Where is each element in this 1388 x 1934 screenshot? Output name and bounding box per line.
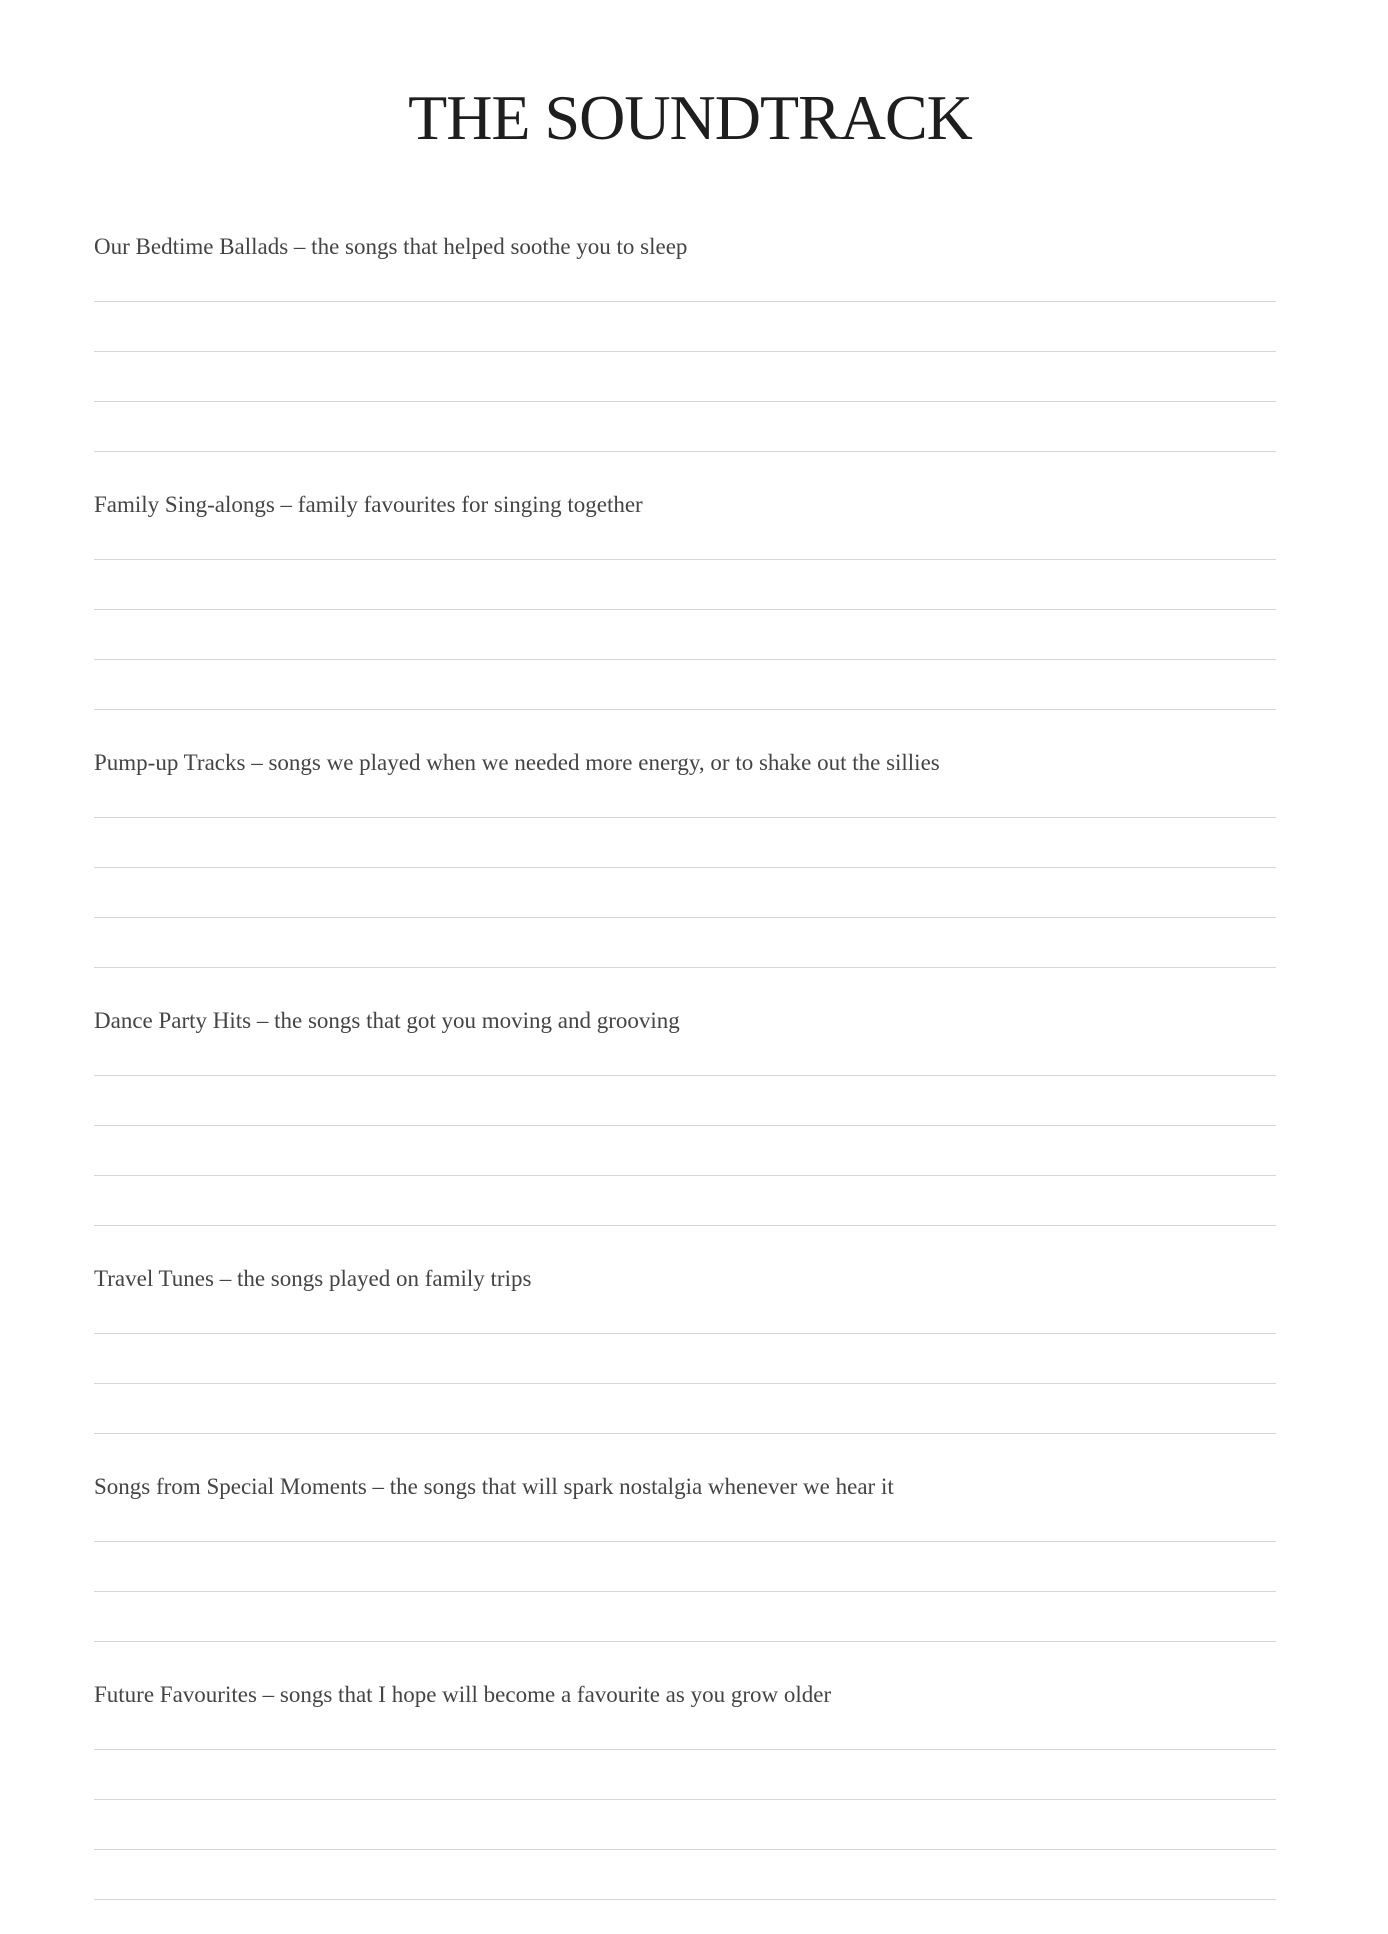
section-heading: Dance Party Hits – the songs that got you moving and grooving — [94, 1008, 680, 1033]
section-heading: Pump-up Tracks – songs we played when we needed more energy, or to shake out the sillies — [94, 750, 940, 775]
write-in-line[interactable] — [94, 1225, 1276, 1226]
write-in-line[interactable] — [94, 301, 1276, 302]
write-in-line[interactable] — [94, 1641, 1276, 1642]
write-in-line[interactable] — [94, 1749, 1276, 1750]
write-in-line[interactable] — [94, 967, 1276, 968]
page-title: THE SOUNDTRACK — [408, 82, 972, 153]
section-heading: Our Bedtime Ballads – the songs that helped soothe you to sleep — [94, 234, 688, 259]
write-in-line[interactable] — [94, 351, 1276, 352]
write-in-line[interactable] — [94, 1175, 1276, 1176]
section-heading: Family Sing-alongs – family favourites for singing together — [94, 492, 643, 517]
write-in-line[interactable] — [94, 1333, 1276, 1334]
write-in-line[interactable] — [94, 1899, 1276, 1900]
write-in-line[interactable] — [94, 1125, 1276, 1126]
section-heading: Travel Tunes – the songs played on family trips — [94, 1266, 532, 1291]
write-in-line[interactable] — [94, 867, 1276, 868]
write-in-line[interactable] — [94, 559, 1276, 560]
write-in-line[interactable] — [94, 401, 1276, 402]
write-in-line[interactable] — [94, 917, 1276, 918]
write-in-line[interactable] — [94, 1541, 1276, 1542]
write-in-line[interactable] — [94, 609, 1276, 610]
section-heading: Songs from Special Moments – the songs that will spark nostalgia whenever we hear it — [94, 1474, 894, 1499]
write-in-line[interactable] — [94, 1799, 1276, 1800]
write-in-line[interactable] — [94, 451, 1276, 452]
write-in-line[interactable] — [94, 1075, 1276, 1076]
write-in-line[interactable] — [94, 709, 1276, 710]
write-in-line[interactable] — [94, 1433, 1276, 1434]
write-in-line[interactable] — [94, 1383, 1276, 1384]
write-in-line[interactable] — [94, 659, 1276, 660]
section-heading: Future Favourites – songs that I hope will become a favourite as you grow older — [94, 1682, 832, 1707]
write-in-line[interactable] — [94, 1849, 1276, 1850]
write-in-line[interactable] — [94, 817, 1276, 818]
write-in-line[interactable] — [94, 1591, 1276, 1592]
